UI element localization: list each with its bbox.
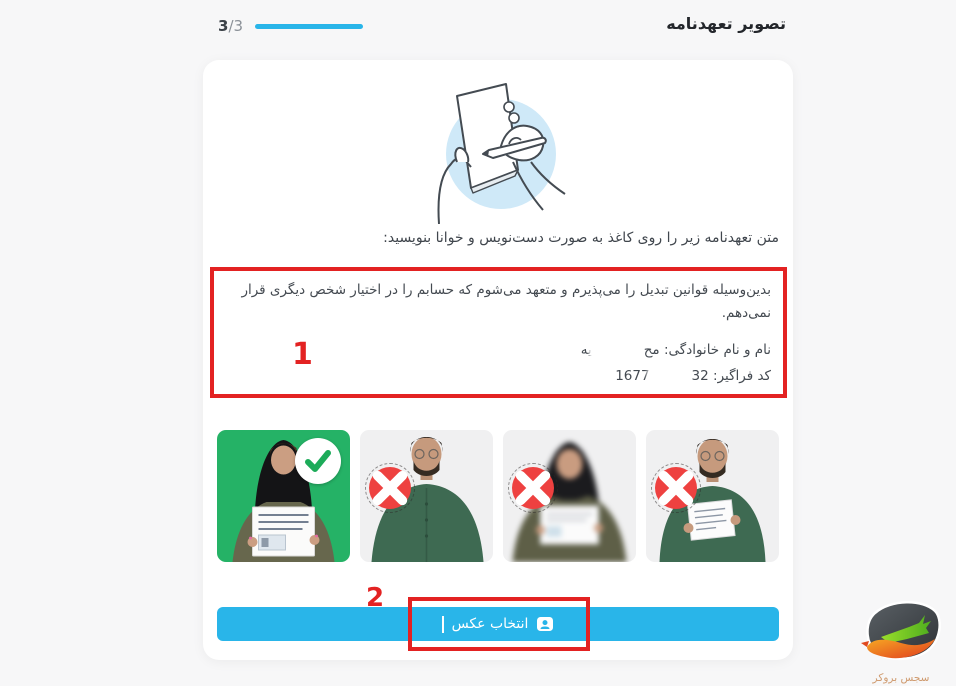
full-name-label: نام و نام خانوادگی: (663, 341, 771, 358)
pledge-text: بدین‌وسیله قوانین تبدیل را می‌پذیرم و متعهد می‌شوم که حسابم را در اختیار شخص دیگری قرار نمی‌دهم. (241, 282, 771, 321)
step-total: /3 (228, 17, 244, 35)
example-photo-wrong-1 (646, 430, 779, 562)
text-cursor (442, 616, 444, 633)
name-redaction (592, 344, 644, 356)
x-icon (512, 467, 554, 509)
x-icon (655, 467, 697, 509)
pledge-photo-card (203, 60, 793, 660)
tracking-code-end: 32 (691, 368, 709, 385)
step-progress (218, 17, 363, 35)
annotation-number-1: 1 (292, 337, 313, 372)
full-name-start: مح (643, 341, 660, 358)
step-current: 3 (218, 17, 229, 35)
check-icon (295, 438, 341, 484)
tracking-code-start: 1677 (615, 368, 650, 385)
example-photo-wrong-2 (503, 430, 636, 562)
example-photo-wrong-3 (360, 430, 493, 562)
x-icon (369, 467, 411, 509)
annotation-number-2: 2 (366, 583, 385, 613)
code-redaction (650, 370, 692, 382)
writing-hands-illustration (413, 74, 583, 228)
full-name-end: یه (580, 341, 592, 358)
page-title: تصویر تعهدنامه (666, 14, 786, 33)
progress-bar (255, 24, 363, 29)
handwriting-instruction: متن تعهدنامه زیر را روی کاغذ به صورت دست‌نویس و خوانا بنویسید: (383, 230, 779, 246)
select-photo-button[interactable] (217, 607, 779, 641)
pledge-text-box (210, 267, 787, 398)
select-photo-label: انتخاب عکس (451, 616, 529, 632)
brand-name: سجس بروکر (872, 672, 930, 684)
writing-hands-icon (413, 74, 583, 224)
portrait-upload-icon (536, 615, 554, 633)
example-photo-correct (217, 430, 350, 562)
example-photos-row (217, 430, 779, 562)
bull-bear-logo-icon (857, 597, 945, 671)
tracking-code-label: کد فراگیر: (713, 368, 771, 385)
broker-watermark (851, 597, 951, 684)
